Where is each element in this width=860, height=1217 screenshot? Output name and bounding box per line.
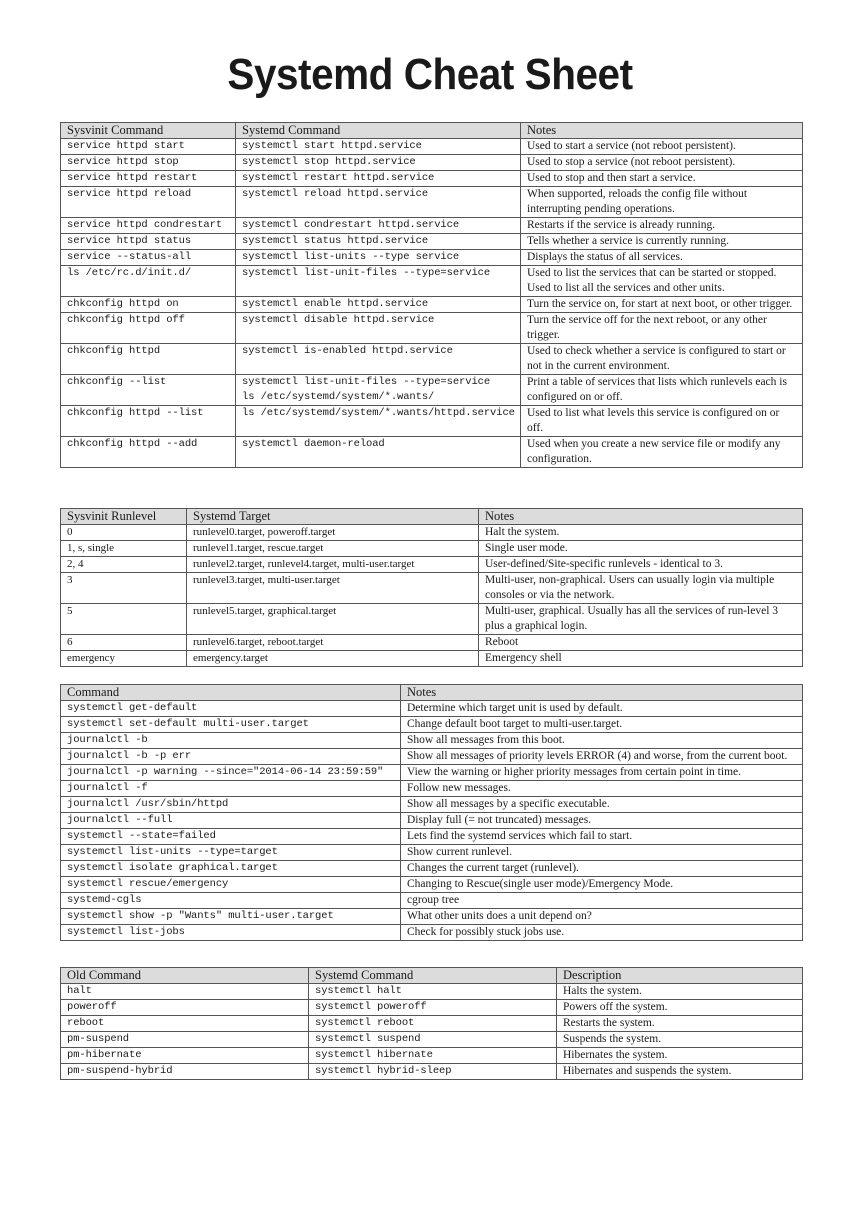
runlevel-targets-table (60, 508, 803, 667)
table-cell: Hibernates the system. (557, 1048, 803, 1064)
table-row (61, 313, 803, 344)
table-row (61, 829, 803, 845)
table-cell: 5 (61, 604, 187, 635)
table-row (61, 1000, 803, 1016)
table-cell: Show all messages of priority levels ERROR (4) and worse, from the current boot. (401, 749, 803, 765)
table-cell: journalctl -f (61, 781, 401, 797)
table-cell: runlevel3.target, multi-user.target (187, 573, 479, 604)
systemctl-journalctl-commands-table (60, 684, 803, 941)
table-cell: service httpd stop (61, 155, 236, 171)
table-cell: pm-suspend (61, 1032, 309, 1048)
table-cell: journalctl -b (61, 733, 401, 749)
table-row (61, 781, 803, 797)
column-header: Notes (401, 685, 803, 701)
column-header: Old Command (61, 968, 309, 984)
table-row (61, 187, 803, 218)
table-cell: systemctl start httpd.service (236, 139, 521, 155)
table-cell: systemctl restart httpd.service (236, 171, 521, 187)
table-cell: Tells whether a service is currently running. (521, 234, 803, 250)
table-cell: Show all messages by a specific executable. (401, 797, 803, 813)
column-header: Sysvinit Command (61, 123, 236, 139)
table-cell: Follow new messages. (401, 781, 803, 797)
table-cell: chkconfig httpd (61, 344, 236, 375)
table-cell: poweroff (61, 1000, 309, 1016)
table-cell: Changes the current target (runlevel). (401, 861, 803, 877)
table-cell: systemctl poweroff (309, 1000, 557, 1016)
table-cell: systemctl daemon-reload (236, 437, 521, 468)
table-row (61, 250, 803, 266)
table-cell: chkconfig httpd on (61, 297, 236, 313)
table-cell: Used to stop a service (not reboot persistent). (521, 155, 803, 171)
table-row (61, 437, 803, 468)
table-header-row (61, 509, 803, 525)
table-row (61, 893, 803, 909)
table-row (61, 1064, 803, 1080)
table-cell: 6 (61, 635, 187, 651)
table-cell: systemctl list-jobs (61, 925, 401, 941)
table-cell: Displays the status of all services. (521, 250, 803, 266)
table-cell: Single user mode. (479, 541, 803, 557)
table-cell: systemctl get-default (61, 701, 401, 717)
table-cell: Multi-user, graphical. Usually has all the services of run-level 3 plus a graphical login. (479, 604, 803, 635)
table-cell: Show all messages from this boot. (401, 733, 803, 749)
table-cell: Change default boot target to multi-user.target. (401, 717, 803, 733)
table-cell: Used to start a service (not reboot persistent). (521, 139, 803, 155)
table-row (61, 155, 803, 171)
table-cell: Hibernates and suspends the system. (557, 1064, 803, 1080)
table-cell: service httpd restart (61, 171, 236, 187)
table-row (61, 375, 803, 406)
table-row (61, 218, 803, 234)
page-title: Systemd Cheat Sheet (227, 50, 633, 99)
table-cell: ls /etc/rc.d/init.d/ (61, 266, 236, 297)
power-management-commands-table (60, 967, 803, 1080)
table-cell: View the warning or higher priority messages from certain point in time. (401, 765, 803, 781)
table-cell: systemd-cgls (61, 893, 401, 909)
table-row (61, 717, 803, 733)
table-cell: journalctl -b -p err (61, 749, 401, 765)
table-header-row (61, 685, 803, 701)
table-row (61, 701, 803, 717)
table-cell: 2, 4 (61, 557, 187, 573)
table-cell: halt (61, 984, 309, 1000)
table-cell: runlevel1.target, rescue.target (187, 541, 479, 557)
table-cell: runlevel0.target, poweroff.target (187, 525, 479, 541)
table-cell: Emergency shell (479, 651, 803, 667)
table-cell: systemctl hybrid-sleep (309, 1064, 557, 1080)
table-cell: reboot (61, 1016, 309, 1032)
table-cell: systemctl set-default multi-user.target (61, 717, 401, 733)
table-cell: journalctl -p warning --since="2014-06-14 23:59:59" (61, 765, 401, 781)
table-row (61, 234, 803, 250)
table-cell: Determine which target unit is used by default. (401, 701, 803, 717)
table-cell: chkconfig --list (61, 375, 236, 406)
table-cell: runlevel2.target, runlevel4.target, multi-user.target (187, 557, 479, 573)
column-header: Systemd Command (236, 123, 521, 139)
table-row (61, 406, 803, 437)
table-row (61, 1032, 803, 1048)
table-row (61, 541, 803, 557)
table-cell: Suspends the system. (557, 1032, 803, 1048)
table-row (61, 749, 803, 765)
table-row (61, 925, 803, 941)
column-header: Notes (521, 123, 803, 139)
table-row (61, 984, 803, 1000)
table-cell: When supported, reloads the config file without interrupting pending operations. (521, 187, 803, 218)
table-row (61, 1016, 803, 1032)
table-cell: runlevel6.target, reboot.target (187, 635, 479, 651)
table-cell: emergency.target (187, 651, 479, 667)
column-header: Sysvinit Runlevel (61, 509, 187, 525)
table-cell: systemctl disable httpd.service (236, 313, 521, 344)
table-row (61, 1048, 803, 1064)
column-header: Description (557, 968, 803, 984)
table-cell: systemctl list-units --type service (236, 250, 521, 266)
table-cell: cgroup tree (401, 893, 803, 909)
table-row (61, 171, 803, 187)
table-cell: What other units does a unit depend on? (401, 909, 803, 925)
column-header: Command (61, 685, 401, 701)
table-cell: service httpd condrestart (61, 218, 236, 234)
table-cell: service --status-all (61, 250, 236, 266)
table-row (61, 797, 803, 813)
table-row (61, 635, 803, 651)
sysvinit-systemd-commands-table (60, 122, 803, 468)
table-row (61, 861, 803, 877)
table-cell: 1, s, single (61, 541, 187, 557)
table-cell: systemctl show -p "Wants" multi-user.target (61, 909, 401, 925)
table-row (61, 604, 803, 635)
table-cell: Check for possibly stuck jobs use. (401, 925, 803, 941)
table-cell: Used to list the services that can be started or stopped. Used to list all the services and other units. (521, 266, 803, 297)
column-header: Systemd Command (309, 968, 557, 984)
table-cell: service httpd status (61, 234, 236, 250)
table-cell: Display full (= not truncated) messages. (401, 813, 803, 829)
table-cell: systemctl suspend (309, 1032, 557, 1048)
table-header-row (61, 968, 803, 984)
table-cell: 3 (61, 573, 187, 604)
table-row (61, 525, 803, 541)
table-cell: systemctl rescue/emergency (61, 877, 401, 893)
table-cell: systemctl halt (309, 984, 557, 1000)
table-cell: runlevel5.target, graphical.target (187, 604, 479, 635)
table-row (61, 557, 803, 573)
table-cell: systemctl is-enabled httpd.service (236, 344, 521, 375)
table-cell: pm-hibernate (61, 1048, 309, 1064)
table-cell: systemctl status httpd.service (236, 234, 521, 250)
table-row (61, 877, 803, 893)
table-cell: service httpd start (61, 139, 236, 155)
table-row (61, 845, 803, 861)
table-cell: systemctl condrestart httpd.service (236, 218, 521, 234)
table-cell: Halt the system. (479, 525, 803, 541)
table-cell: journalctl /usr/sbin/httpd (61, 797, 401, 813)
table-cell: ls /etc/systemd/system/*.wants/httpd.service (236, 406, 521, 437)
table-cell: systemctl list-units --type=target (61, 845, 401, 861)
table-cell: Multi-user, non-graphical. Users can usually login via multiple consoles or via the network. (479, 573, 803, 604)
table-cell: Restarts the system. (557, 1016, 803, 1032)
table-cell: chkconfig httpd off (61, 313, 236, 344)
table-cell: chkconfig httpd --add (61, 437, 236, 468)
table-cell: Restarts if the service is already running. (521, 218, 803, 234)
table-row (61, 765, 803, 781)
table-cell: Reboot (479, 635, 803, 651)
table-cell: chkconfig httpd --list (61, 406, 236, 437)
table-cell: emergency (61, 651, 187, 667)
table-cell: Print a table of services that lists which runlevels each is configured on or off. (521, 375, 803, 406)
table-cell: Used to stop and then start a service. (521, 171, 803, 187)
table-cell: systemctl stop httpd.service (236, 155, 521, 171)
table-cell: systemctl list-unit-files --type=service (236, 266, 521, 297)
table-row (61, 813, 803, 829)
table-row (61, 266, 803, 297)
column-header: Notes (479, 509, 803, 525)
column-header: Systemd Target (187, 509, 479, 525)
table-cell: journalctl --full (61, 813, 401, 829)
table-cell: systemctl --state=failed (61, 829, 401, 845)
table-cell: systemctl enable httpd.service (236, 297, 521, 313)
table-cell: service httpd reload (61, 187, 236, 218)
table-row (61, 297, 803, 313)
table-cell: 0 (61, 525, 187, 541)
table-cell: Turn the service on, for start at next boot, or other trigger. (521, 297, 803, 313)
table-cell: pm-suspend-hybrid (61, 1064, 309, 1080)
table-cell: systemctl hibernate (309, 1048, 557, 1064)
table-cell: Halts the system. (557, 984, 803, 1000)
table-row (61, 651, 803, 667)
table-cell: Used to list what levels this service is configured on or off. (521, 406, 803, 437)
table-cell: Lets find the systemd services which fail to start. (401, 829, 803, 845)
table-cell: systemctl reboot (309, 1016, 557, 1032)
table-cell: Show current runlevel. (401, 845, 803, 861)
table-row (61, 733, 803, 749)
table-cell: systemctl isolate graphical.target (61, 861, 401, 877)
table-row (61, 139, 803, 155)
table-cell: Changing to Rescue(single user mode)/Emergency Mode. (401, 877, 803, 893)
table-cell: Used when you create a new service file or modify any configuration. (521, 437, 803, 468)
table-header-row (61, 123, 803, 139)
table-cell: systemctl reload httpd.service (236, 187, 521, 218)
table-cell: systemctl list-unit-files --type=service ls /etc/systemd/system/*.wants/ (236, 375, 521, 406)
table-cell: Powers off the system. (557, 1000, 803, 1016)
table-row (61, 909, 803, 925)
table-cell: Turn the service off for the next reboot, or any other trigger. (521, 313, 803, 344)
table-cell: Used to check whether a service is configured to start or not in the current environment. (521, 344, 803, 375)
table-row (61, 344, 803, 375)
table-row (61, 573, 803, 604)
table-cell: User-defined/Site-specific runlevels - identical to 3. (479, 557, 803, 573)
